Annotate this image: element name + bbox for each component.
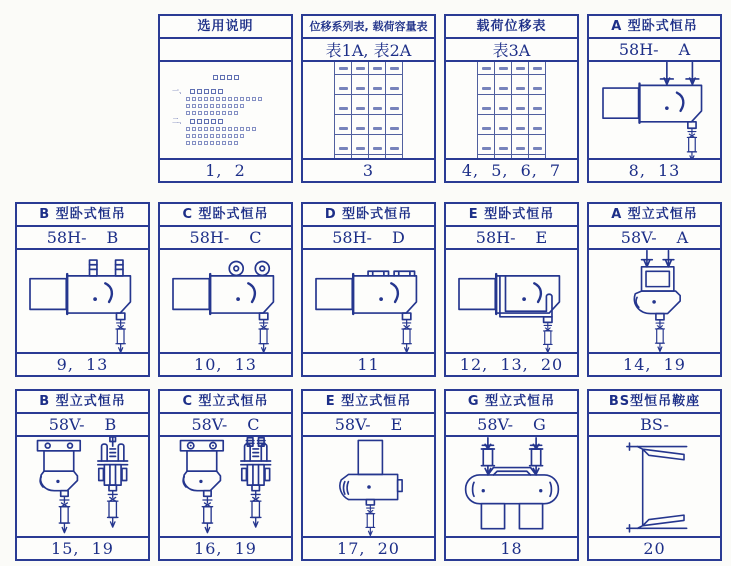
card-drawing [589,250,720,352]
placeholder-text-block [160,75,291,145]
card-title: D 型卧式恒吊 [303,204,434,227]
card-model-band [303,227,434,250]
card-title: 选用说明 [160,16,291,39]
card-pages: 17, 20 [303,536,434,559]
model-variant: G [533,415,546,434]
model-variant: B [104,415,117,434]
card-model-band [17,414,148,437]
card-title: 位移系列表, 载荷容量表 [303,16,434,39]
mini-table-figure [334,62,403,158]
card-pages: 16, 19 [160,536,291,559]
card-58h-c [158,202,293,377]
section-marker: 一、 [172,87,186,95]
card-pages: 14, 19 [589,352,720,375]
model-code: 58V- [48,415,85,434]
model-code: 58V- [477,415,514,434]
row-2 [15,202,722,377]
card-model-band [446,39,577,62]
table-ref: 表1A, 表2A [325,41,412,60]
model-code: 58H- [475,228,516,247]
bs-saddle-drawing [599,437,711,536]
model-variant: D [391,228,405,247]
vertical-hanger-b-drawing [24,437,142,536]
mini-table-figure [477,62,546,158]
card-58v-a [587,202,722,377]
mini-table [477,62,546,158]
card-pages: 9, 13 [17,352,148,375]
card-bs-saddle [587,389,722,561]
card-title: E 型卧式恒吊 [446,204,577,227]
card-model-band [589,227,720,250]
model-variant: B [106,228,119,247]
card-model-band [446,414,577,437]
card-drawing [160,437,291,536]
card-58h-b [15,202,150,377]
card-pages: 8, 13 [589,158,720,181]
card-pages: 20 [589,536,720,559]
card-drawing [160,62,291,158]
card-drawing [446,62,577,158]
card-title: 载荷位移表 [446,16,577,39]
horizontal-hanger-e-drawing [453,250,571,352]
card-model-band [589,39,720,62]
card-pages: 18 [446,536,577,559]
card-title: A 型立式恒吊 [589,204,720,227]
card-58h-a [587,14,722,183]
vertical-hanger-c-drawing [167,437,285,536]
card-model-band [446,227,577,250]
card-title: A 型卧式恒吊 [589,16,720,39]
card-58v-b [15,389,150,561]
card-drawing [303,250,434,352]
model-variant: E [390,415,403,434]
card-drawing [17,250,148,352]
card-pages: 15, 19 [17,536,148,559]
model-variant: A [676,228,689,247]
vertical-hanger-a-drawing [599,250,711,352]
model-code: BS- [640,415,669,434]
row-3 [15,389,722,561]
card-58h-d [301,202,436,377]
model-code: 58H- [332,228,372,247]
model-code: 58V- [191,415,228,434]
horizontal-hanger-a-drawing [596,62,714,158]
model-variant: A [678,40,691,59]
card-drawing [589,62,720,158]
row-1 [158,14,722,183]
section-marker: 二、 [172,117,186,125]
card-title: C 型立式恒吊 [160,391,291,414]
card-displacement-series-table [301,14,436,183]
card-title: B 型立式恒吊 [17,391,148,414]
vertical-hanger-e-drawing [313,437,425,536]
card-pages: 12, 13, 20 [446,352,577,375]
horizontal-hanger-c-drawing [167,250,285,352]
card-title: E 型立式恒吊 [303,391,434,414]
horizontal-hanger-b-drawing [24,250,142,352]
model-code: 58H- [46,228,87,247]
card-model-band [160,39,291,62]
vertical-hanger-g-drawing [450,437,574,536]
model-variant: C [249,228,262,247]
card-title: C 型卧式恒吊 [160,204,291,227]
card-model-band [303,414,434,437]
card-58v-c [158,389,293,561]
card-model-band [160,227,291,250]
card-drawing [589,437,720,536]
table-ref: 表3A [492,41,531,60]
model-variant: C [247,415,260,434]
card-pages: 1, 2 [160,158,291,181]
card-model-band [17,227,148,250]
card-title: BS型恒吊鞍座 [589,391,720,414]
card-drawing [446,250,577,352]
card-drawing [303,437,434,536]
card-58h-e [444,202,579,377]
model-code: 58V- [620,228,657,247]
card-drawing [446,437,577,536]
card-model-band [160,414,291,437]
model-code: 58H- [618,40,659,59]
card-pages: 11 [303,352,434,375]
model-variant: E [535,228,548,247]
card-pages: 4, 5, 6, 7 [446,158,577,181]
card-pages: 10, 13 [160,352,291,375]
card-drawing [160,250,291,352]
card-drawing [303,62,434,158]
card-58v-e [301,389,436,561]
mini-table [334,62,403,158]
card-selection-guide [158,14,293,183]
card-load-displacement-table [444,14,579,183]
model-code: 58V- [334,415,371,434]
horizontal-hanger-d-drawing [310,250,428,352]
card-drawing [17,437,148,536]
model-code: 58H- [189,228,230,247]
card-58v-g [444,389,579,561]
card-title: B 型卧式恒吊 [17,204,148,227]
card-title: G 型立式恒吊 [446,391,577,414]
card-pages: 3 [303,158,434,181]
card-model-band [589,414,720,437]
card-model-band [303,39,434,62]
